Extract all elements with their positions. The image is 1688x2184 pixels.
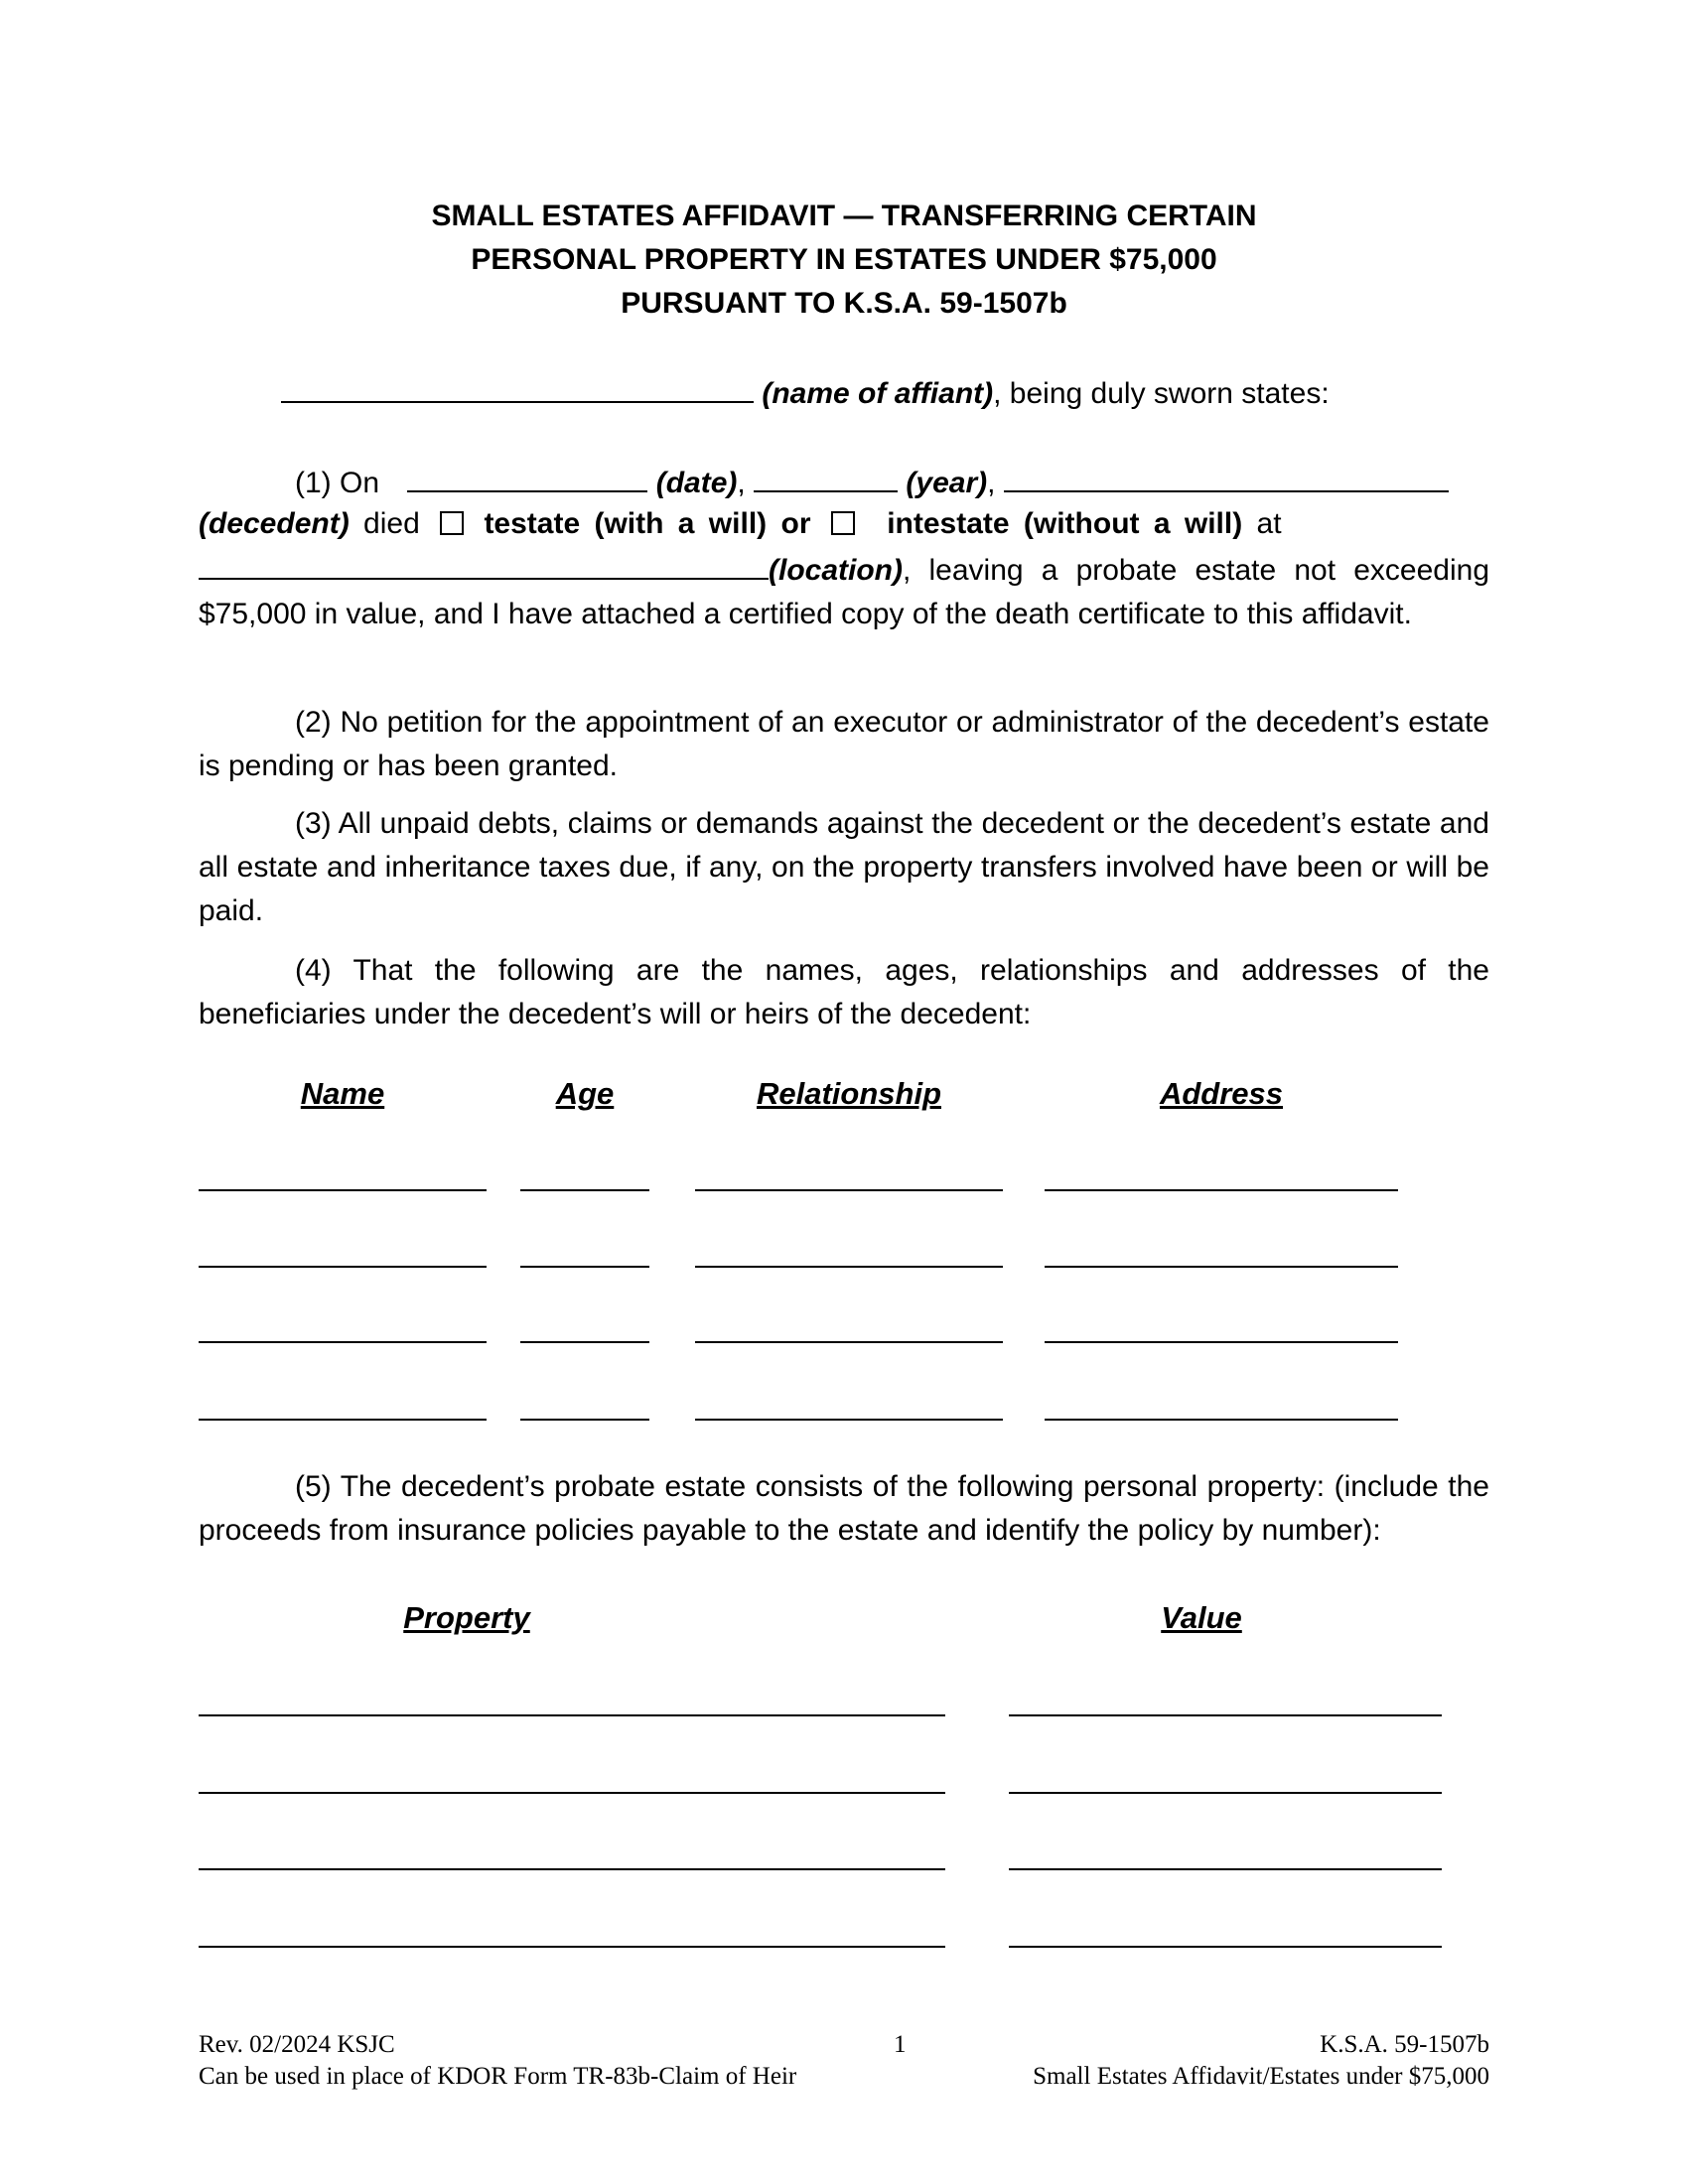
beneficiary-address-field[interactable]: [1045, 1189, 1398, 1191]
beneficiary-name-field[interactable]: [199, 1341, 487, 1343]
at-text: at: [1256, 507, 1282, 540]
beneficiary-age-field[interactable]: [520, 1189, 649, 1191]
decedent-label: (decedent): [199, 507, 350, 540]
year-blank[interactable]: [754, 459, 898, 492]
beneficiary-age-field[interactable]: [520, 1341, 649, 1343]
decedent-name-blank[interactable]: [1004, 459, 1449, 492]
para1-body: [199, 546, 1489, 636]
footer-form-name: Small Estates Affidavit/Estates under $75,000: [1033, 2063, 1489, 2090]
beneficiary-age-field[interactable]: [520, 1419, 649, 1421]
testate-checkbox[interactable]: [440, 511, 464, 535]
para1-line1: (1) On (date), (year),: [295, 459, 1586, 505]
affiant-line: [281, 369, 1572, 416]
beneficiary-address-field[interactable]: [1045, 1419, 1398, 1421]
beneficiary-relationship-field[interactable]: [695, 1189, 1003, 1191]
property-field[interactable]: [199, 1868, 945, 1870]
value-field[interactable]: [1009, 1714, 1442, 1716]
page-number: 1: [894, 2031, 907, 2058]
title-line-3: PURSUANT TO K.S.A. 59-1507b: [621, 287, 1067, 320]
footer-revision: Rev. 02/2024 KSJC: [199, 2031, 395, 2058]
beneficiary-name-field[interactable]: [199, 1266, 487, 1268]
para2: (2) No petition for the appointment of an executor or administrator of the decedent’s estate is pending or has been granted.: [199, 706, 1489, 782]
footer-right: [1033, 2029, 1489, 2093]
col-header-value: Value: [1161, 1600, 1242, 1635]
col-header-property: Property: [403, 1600, 530, 1635]
date-label: (date): [655, 467, 738, 499]
affiant-sworn-text: , being duly sworn states:: [993, 377, 1330, 410]
intestate-checkbox[interactable]: [831, 511, 855, 535]
footer-left: [199, 2029, 796, 2093]
affiant-name-label: (name of affiant): [762, 377, 994, 410]
para1-line2: [199, 502, 1489, 546]
col-header-name: Name: [300, 1076, 385, 1111]
property-field[interactable]: [199, 1946, 945, 1948]
title-line-2: PERSONAL PROPERTY IN ESTATES UNDER $75,000: [471, 243, 1217, 276]
para3: (3) All unpaid debts, claims or demands against the decedent or the decedent’s estate and all estate and inheritance taxes due, if any, on the property transfers involved have been or will be paid.: [199, 807, 1489, 927]
beneficiary-relationship-field[interactable]: [695, 1266, 1003, 1268]
beneficiary-age-field[interactable]: [520, 1266, 649, 1268]
value-field[interactable]: [1009, 1946, 1442, 1948]
beneficiary-relationship-field[interactable]: [695, 1419, 1003, 1421]
intestate-label: intestate (without a will): [887, 507, 1243, 540]
location-blank[interactable]: [199, 546, 769, 580]
value-field[interactable]: [1009, 1792, 1442, 1794]
col-header-relationship: Relationship: [756, 1076, 941, 1111]
beneficiary-name-field[interactable]: [199, 1419, 487, 1421]
footer-statute: K.S.A. 59-1507b: [1320, 2031, 1489, 2058]
document-title: [0, 195, 1688, 326]
beneficiary-name-field[interactable]: [199, 1189, 487, 1191]
para1-continuation: , leaving a probate estate not exceeding $75,000 in value, and I have attached a certified copy of the death certificate to this affidavit.: [199, 554, 1489, 630]
footer-kdor-note: Can be used in place of KDOR Form TR-83b-Claim of Heir: [199, 2063, 797, 2090]
location-label: (location): [769, 554, 903, 587]
col-header-address: Address: [1159, 1076, 1284, 1111]
property-field[interactable]: [199, 1792, 945, 1794]
testate-label: testate (with a will): [484, 507, 768, 540]
affiant-name-blank[interactable]: [281, 369, 754, 403]
para1-on: (1) On: [295, 467, 380, 499]
beneficiary-relationship-field[interactable]: [695, 1341, 1003, 1343]
value-field[interactable]: [1009, 1868, 1442, 1870]
year-label: (year): [906, 467, 988, 499]
beneficiary-address-field[interactable]: [1045, 1266, 1398, 1268]
died-text: died: [363, 507, 420, 540]
col-header-age: Age: [555, 1076, 615, 1111]
beneficiary-address-field[interactable]: [1045, 1341, 1398, 1343]
or-text: or: [780, 507, 811, 540]
property-field[interactable]: [199, 1714, 945, 1716]
para5: (5) The decedent’s probate estate consists of the following personal property: (include the proceeds from insurance policies payable to the estate and identify the policy by number):: [199, 1470, 1489, 1547]
title-line-1: SMALL ESTATES AFFIDAVIT — TRANSFERRING CERTAIN: [431, 200, 1257, 232]
para4: (4) That the following are the names, ages, relationships and addresses of the beneficiaries under the decedent’s will or heirs of the decedent:: [199, 954, 1489, 1030]
date-blank[interactable]: [407, 459, 647, 492]
